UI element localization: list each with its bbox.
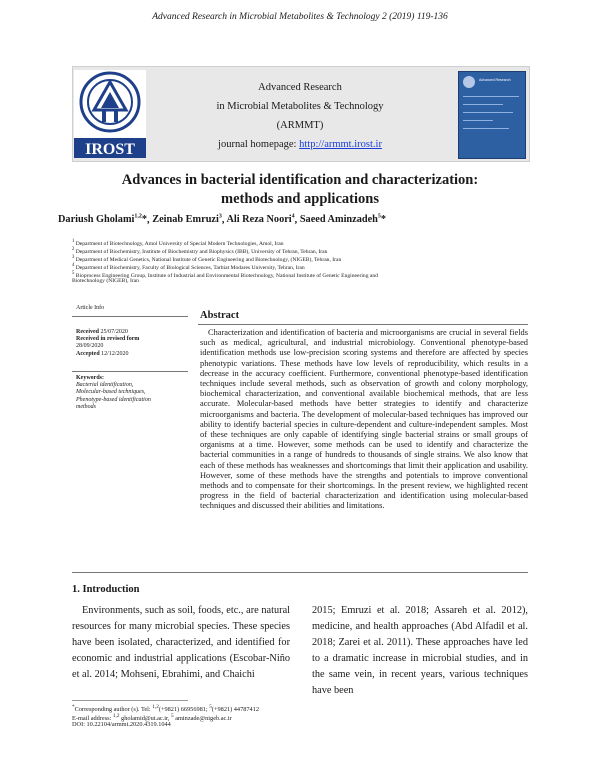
journal-abbreviation: (ARMMT) bbox=[276, 120, 324, 131]
journal-name-line2: in Microbial Metabolites & Technology bbox=[216, 101, 384, 112]
section-heading: 1. Introduction bbox=[72, 584, 140, 595]
article-info-heading: Article Info bbox=[72, 305, 188, 317]
intro-left-column: Environments, such as soil, foods, etc., are natural resources for many microbial species. These species have been isolated, characterized, and identified for economic and industrial applications (Escobar-Niño et al. 2014; Mohseni, Ebrahimi, and Chaichi bbox=[72, 605, 290, 681]
keyword: Molecular-based techniques, bbox=[76, 389, 146, 396]
article-title bbox=[60, 171, 540, 209]
cover-rule bbox=[463, 104, 503, 105]
article-info-box bbox=[72, 305, 188, 410]
cover-title: Advanced Research bbox=[479, 78, 511, 82]
keywords-heading: Keywords: bbox=[76, 375, 104, 381]
accepted-date: Accepted 12/12/2020 bbox=[76, 350, 129, 357]
irost-logo bbox=[74, 70, 146, 158]
abstract-text: Characterization and identification of bacteria and microorganisms are crucial in several fields such as medical, agricultural, and industrial microbiology. Conventional phenotype-based identification methods use low-precision scoring systems and therefore are affected by species phenotypic variations. These methods have low levels of reproducibility, which results in a decrease in the accuracy coefficient. Furthermore, conventional phenotype-based identification techniques include several methods, such as observation of growth and colony morphology, biochemical characterization, and conventional available biochemical methods, that are less accurate. Molecular-based methods have better strategies to identify and characterize microorganisms and bacteria. The development of molecular-based techniques has improved our ability to identify bacterial species in culture-dependent and culture-independent samples. Most of these techniques are only capable of identifying single bacterial strains or small groups of organisms at a time. However, some methods can be used to identify and characterize the bacterial communities in a range of hundreds to thousands of single strains. We also know that each of these methods has weaknesses and shortcomings that limit their application and usability. However, some of these methods have the strengths and potentials to improve conventional methods and to compensate for their shortcomings. In the present review, we highlighted recent progress in the field of bacterial characterization and identification using molecular-based techniques and discussed their abilities and limitations. bbox=[200, 328, 528, 511]
corresponding-author-note: *Corresponding author (s). Tel: $^{1,2}$(+9821) 66956981; $^5$(+9821) 44787412 bbox=[72, 704, 259, 714]
title-line: methods and applications bbox=[221, 191, 379, 207]
keyword: methods bbox=[76, 403, 96, 410]
author-list: Dariush Gholami$^{1,2}$*, Zeinab Emruzi$^3$, Ali Reza Noori$^4$, Saeed Aminzadeh$^5$* bbox=[58, 214, 387, 226]
cover-rule bbox=[463, 120, 493, 121]
abstract-divider bbox=[198, 324, 528, 325]
cover-rule bbox=[463, 112, 513, 113]
revised-label: Received in revised form bbox=[76, 336, 140, 343]
journal-info bbox=[150, 78, 450, 154]
affiliation: $^5$ Bioprocess Engineering Group, Institute of Industrial and Environmental Biotechnology, National Institute of Genetic Engineering and bbox=[72, 271, 378, 279]
journal-homepage bbox=[150, 135, 450, 154]
footnote-divider bbox=[72, 700, 188, 701]
logo-text: IROST bbox=[85, 141, 135, 158]
received-date: Received 25/07/2020 bbox=[76, 329, 128, 335]
email-addresses: E-mail address: $^{1,2}$ gholamid@ut.ac.ir, $^5$ aminzade@nigeb.ac.ir bbox=[72, 713, 232, 723]
journal-cover-thumbnail bbox=[458, 71, 526, 159]
keyword: Bacterial identification, bbox=[76, 382, 134, 389]
intro-right-column: 2015; Emruzi et al. 2018; Assareh et al. 2012), medicine, and health approaches (Abd Alfadil et al. 2018; Zarei et al. 2011). These approaches have led to a dramatic increase in microbial studies, and in the same vein, in recent years, various techniques have been bbox=[312, 605, 528, 697]
affiliation: $^4$ Department of Biochemistry, Faculty of Biological Sciences, Tarbiat Modares University, Tehran, Iran bbox=[72, 263, 305, 271]
author: Ali Reza Noori$^4$ bbox=[226, 214, 295, 226]
revised-date: 28/09/2020 bbox=[76, 343, 104, 350]
affiliation: $^3$ Department of Medical Genetics, National Institute of Genetic Engineering and Biotechnology, (NIGEB), Tehran, Iran bbox=[72, 255, 342, 263]
cover-rule bbox=[463, 128, 509, 129]
affiliation: $^1$ Department of Biotechnology, Amol University of Special Modern Technologies, Amol, Iran bbox=[72, 239, 284, 247]
author: Zeinab Emruzi$^3$ bbox=[152, 214, 222, 226]
homepage-link[interactable]: http://armmt.irost.ir bbox=[299, 139, 382, 150]
cover-rule bbox=[463, 96, 519, 97]
affiliation: Biotechnology (NIGEB), Iran bbox=[72, 278, 139, 284]
journal-name-line1: Advanced Research bbox=[258, 82, 342, 93]
author: Dariush Gholami$^{1,2}$* bbox=[58, 214, 148, 226]
cover-seal-icon bbox=[463, 76, 475, 88]
abstract-heading: Abstract bbox=[200, 310, 240, 321]
abstract-bottom-divider bbox=[72, 572, 528, 573]
homepage-label: journal homepage: bbox=[218, 139, 300, 150]
doi: DOI: 10.22104/armmt.2020.4319.1044 bbox=[72, 721, 171, 728]
keywords-box bbox=[72, 371, 188, 411]
title-line: Advances in bacterial identification and characterization: bbox=[121, 172, 479, 188]
running-header: Advanced Research in Microbial Metabolites & Technology 2 (2019) 119-136 bbox=[152, 12, 448, 22]
affiliation: $^2$ Department of Biochemistry, Institute of Biochemistry and Biophysics (IBB), University of Tehran, Tehran, Iran bbox=[72, 247, 328, 255]
keyword: Phenotype-based identification bbox=[76, 396, 151, 403]
author: Saeed Aminzadeh$^5$* bbox=[299, 214, 387, 226]
